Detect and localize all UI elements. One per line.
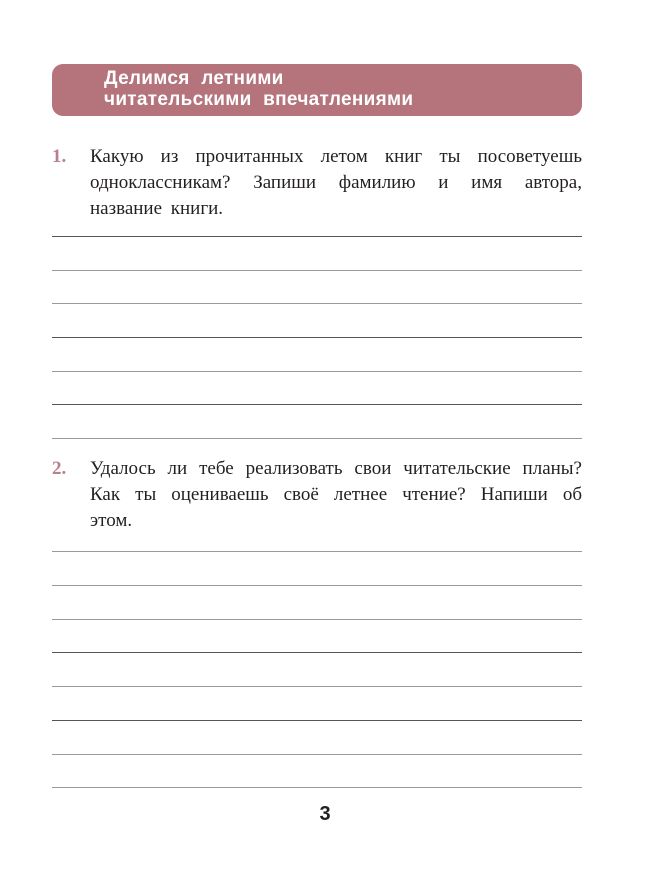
answer-line[interactable]: [52, 619, 582, 620]
answer-line[interactable]: [52, 337, 582, 338]
answer-line[interactable]: [52, 754, 582, 755]
task-question: Удалось ли тебе реализовать свои читательские планы? Как ты оцениваешь своё летнее чтение? Напиши об этом.: [90, 458, 582, 531]
section-title: [104, 68, 413, 110]
answer-line[interactable]: [52, 585, 582, 586]
answer-line[interactable]: [52, 236, 582, 237]
answer-line[interactable]: [52, 270, 582, 271]
section-title-line-2: читательскими впечатлениями: [104, 89, 414, 110]
page-number: 3: [319, 803, 331, 825]
answer-line[interactable]: [52, 787, 582, 788]
section-title-line-1: Делимся летними: [104, 68, 284, 89]
answer-line[interactable]: [52, 404, 582, 405]
task-question: Какую из прочитанных летом книг ты посоветуешь одноклассникам? Запиши фамилию и имя автора, название книги.: [90, 146, 582, 219]
answer-line[interactable]: [52, 551, 582, 552]
answer-line[interactable]: [52, 438, 582, 439]
task-number: 2.: [52, 458, 67, 479]
answer-line[interactable]: [52, 720, 582, 721]
answer-line[interactable]: [52, 686, 582, 687]
answer-line[interactable]: [52, 371, 582, 372]
section-title-banner: [52, 64, 582, 116]
task-number: 1.: [52, 146, 67, 167]
answer-line[interactable]: [52, 652, 582, 653]
answer-line[interactable]: [52, 303, 582, 304]
